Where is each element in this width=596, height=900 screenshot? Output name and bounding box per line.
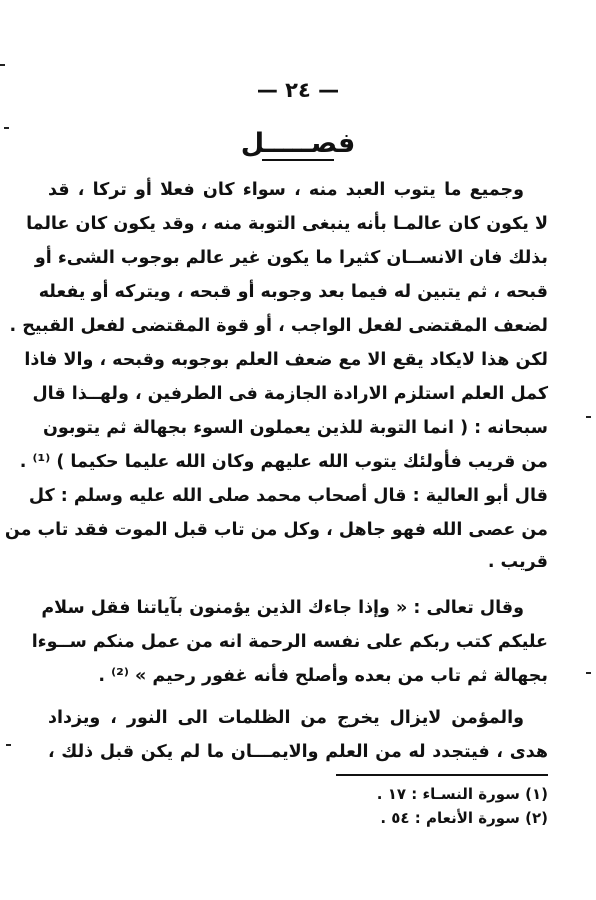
section-heading: فصـــــل — [240, 128, 356, 159]
scan-mark — [6, 744, 11, 746]
footnote-separator — [336, 774, 548, 776]
text-line: وجميع ما يتوب العبد منه ، سواء كان فعلا أو تركا ، قد — [48, 180, 524, 200]
scan-mark — [586, 416, 591, 418]
footnote: (١) سورة النسـاء : ١٧ . — [376, 785, 548, 803]
text-line: من عصى الله فهو جاهل ، وكل من تاب قبل الموت فقد تاب من — [4, 520, 548, 540]
text-line: سبحانه : ( انما التوبة للذين يعملون السوء بجهالة ثم يتوبون — [42, 418, 548, 438]
text-line: وقال تعالى : « وإذا جاءك الذين يؤمنون بآياتنا فقل سلام — [41, 598, 524, 618]
text-line: لضعف المقتضى لفعل الواجب ، أو قوة المقتضى لفعل القبيح . — [9, 316, 548, 336]
text-line: هدى ، فيتجدد له من العلم والايمـــان ما لم يكن قبل ذلك ، — [48, 742, 548, 762]
text-line: لكن هذا لايكاد يقع الا مع ضعف العلم بوجوبه وقبحه ، والا فاذا — [24, 350, 548, 370]
page-number: — ٢٤ — — [256, 78, 340, 102]
text-line: بذلك فان الانســان كثيرا ما يكون غير عالم بوجوب الشىء أو — [34, 248, 548, 268]
text-line: قال أبو العالية : قال أصحاب محمد صلى الله عليه وسلم : كل — [28, 486, 548, 506]
text-line: قبحه ، ثم يتبين له فيما بعد وجوبه أو قبحه ، ويتركه أو يفعله — [38, 282, 548, 302]
text-line: بجهالة ثم تاب من بعده وأصلح فأنه غفور رحيم » ⁽²⁾ . — [98, 666, 548, 686]
heading-underline — [262, 159, 334, 161]
footnote: (٢) سورة الأنعام : ٥٤ . — [380, 809, 548, 827]
scan-mark — [586, 672, 591, 674]
scan-mark — [4, 127, 9, 129]
text-line: قريب . — [487, 552, 548, 572]
text-line: لا يكون كان عالمـا بأنه ينبغى التوبة منه ، وقد يكون كان عالما — [26, 214, 548, 234]
text-line: عليكم كتب ربكم على نفسه الرحمة انه من عمل منكم ســوءا — [31, 632, 548, 652]
text-line: والمؤمن لايزال يخرج من الظلمات الى النور ، ويزداد — [48, 708, 524, 728]
text-line: كمل العلم استلزم الارادة الجازمة فى الطرفين ، ولهــذا قال — [32, 384, 548, 404]
text-line: من قريب فأولئك يتوب الله عليهم وكان الله عليما حكيما ) ⁽¹⁾ . — [19, 452, 548, 472]
scan-mark — [0, 64, 5, 66]
